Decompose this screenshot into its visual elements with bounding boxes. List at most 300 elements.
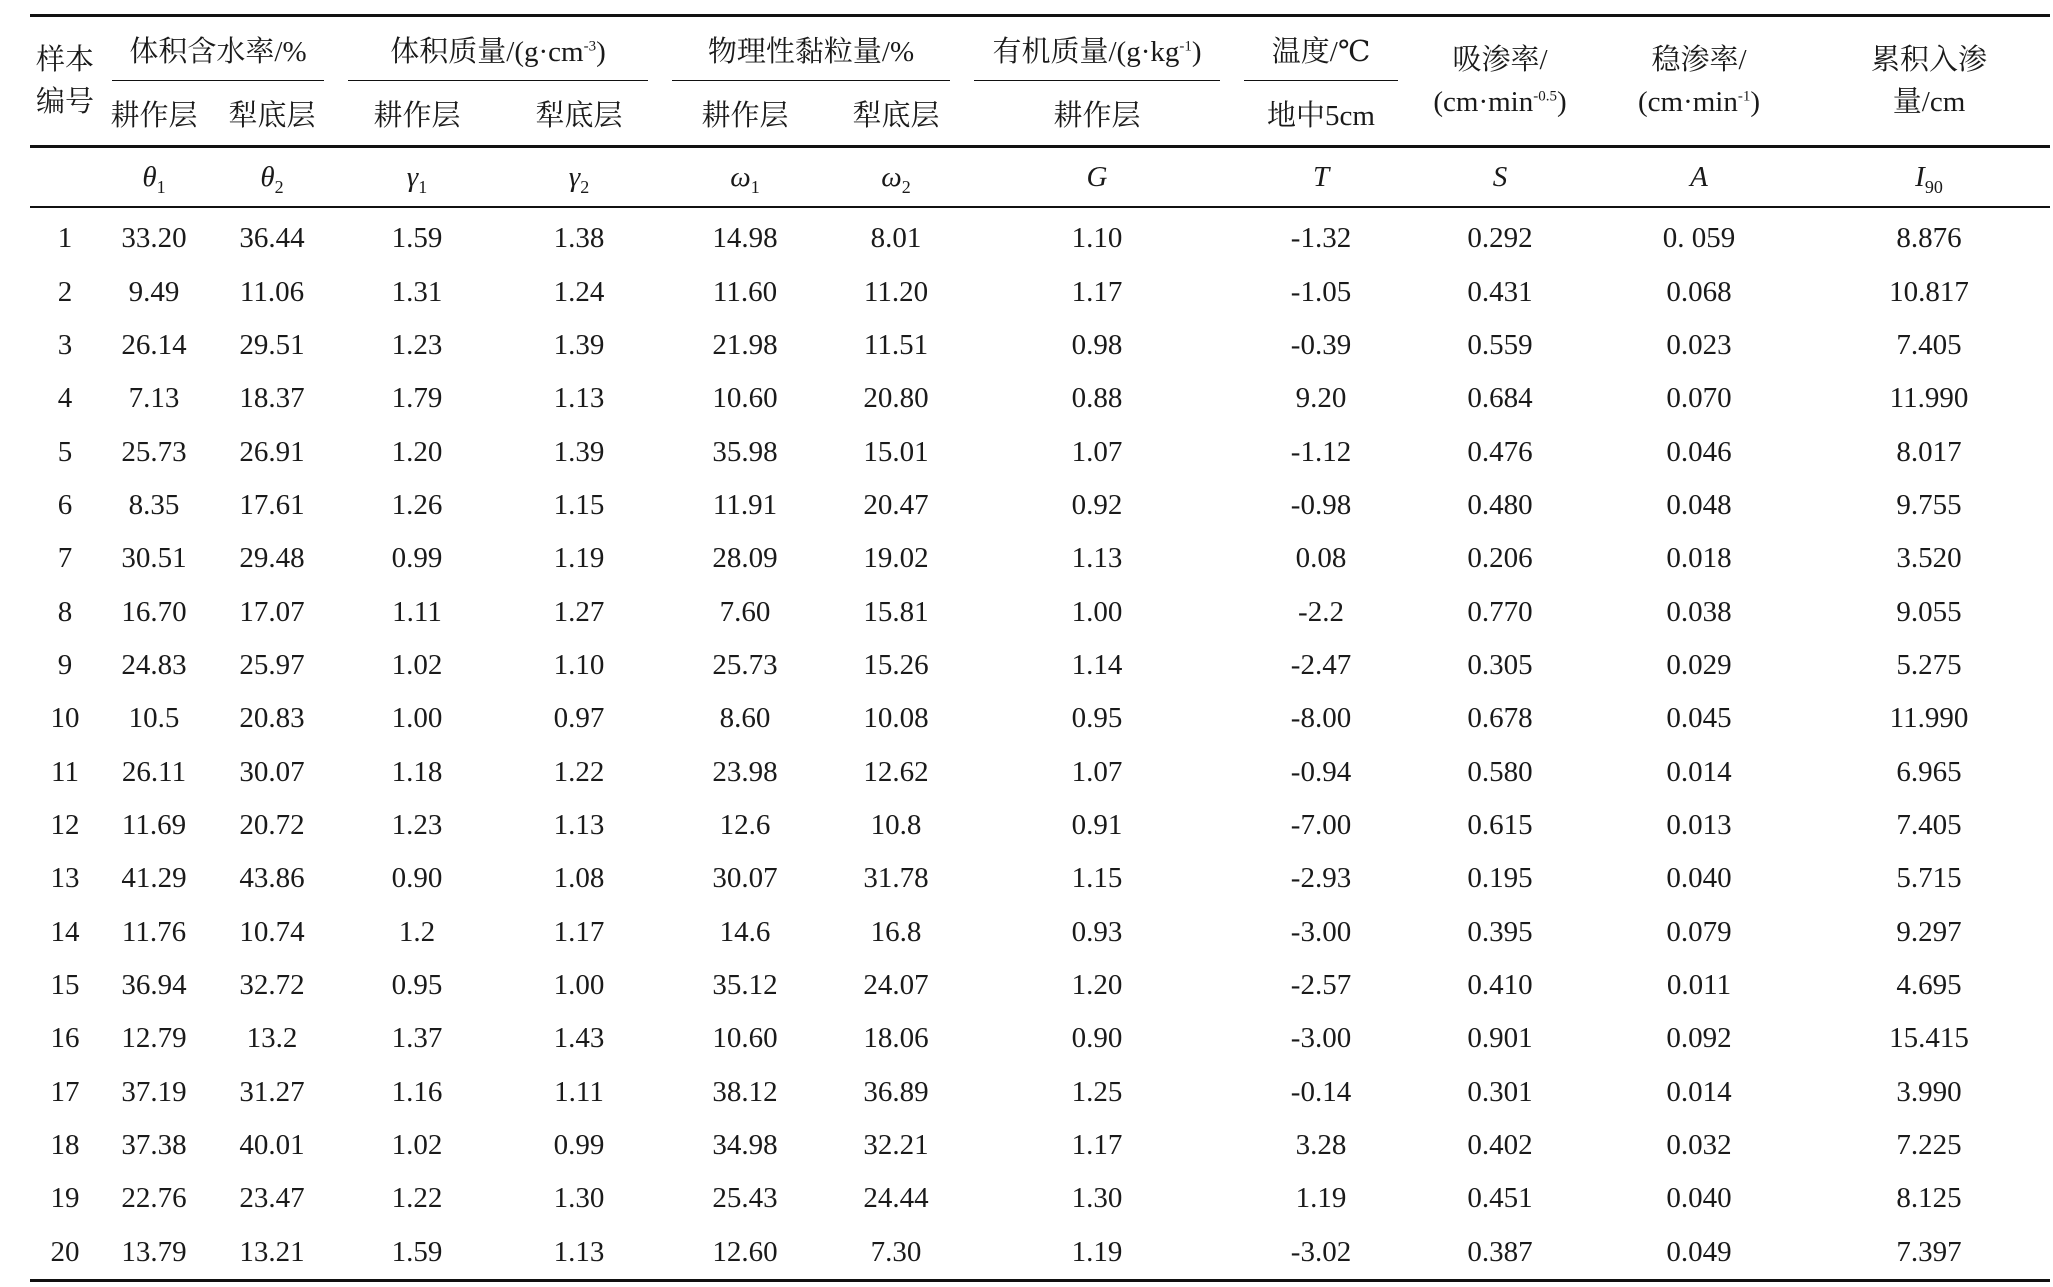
cell-omega1: 11.91 bbox=[712, 488, 778, 521]
cell-omega1: 25.73 bbox=[712, 648, 778, 681]
cell-temp-t: -0.94 bbox=[1290, 755, 1352, 788]
cell-temp-t: -0.98 bbox=[1290, 488, 1352, 521]
table-row bbox=[30, 692, 2050, 745]
cell-gamma1: 1.59 bbox=[391, 222, 443, 255]
cell-omega1: 38.12 bbox=[712, 1075, 778, 1108]
cell-temp-t: -3.00 bbox=[1290, 1022, 1352, 1055]
cell-stable-a: 0.029 bbox=[1666, 648, 1732, 681]
cell-theta2: 32.72 bbox=[239, 968, 305, 1001]
soil-infiltration-table bbox=[30, 14, 2050, 1282]
cell-omega1: 21.98 bbox=[712, 328, 778, 361]
symbol-gamma2-index: 2 bbox=[580, 176, 590, 197]
cell-gamma1: 1.11 bbox=[392, 595, 442, 628]
cell-omega2: 15.01 bbox=[863, 435, 929, 468]
cell-sample-no: 2 bbox=[57, 275, 73, 308]
table-row bbox=[30, 1012, 2050, 1065]
cell-cumulative-i90: 6.965 bbox=[1896, 755, 1962, 788]
cell-gamma1: 1.22 bbox=[391, 1182, 443, 1215]
cell-gamma2: 1.13 bbox=[553, 808, 605, 841]
cell-temp-t: -3.00 bbox=[1290, 915, 1352, 948]
cell-temp-t: -1.12 bbox=[1290, 435, 1352, 468]
cell-cumulative-i90: 7.225 bbox=[1896, 1129, 1962, 1162]
cell-theta1: 10.5 bbox=[128, 702, 180, 735]
header-bulk-density-suffix: ) bbox=[596, 35, 606, 68]
header-organic-exp: -1 bbox=[1179, 37, 1192, 54]
cell-theta1: 7.13 bbox=[128, 382, 180, 415]
symbol-gamma2 bbox=[498, 147, 660, 208]
symbol-i-letter: I bbox=[1915, 160, 1925, 193]
cell-cumulative-i90: 3.990 bbox=[1896, 1075, 1962, 1108]
cell-sample-no: 3 bbox=[57, 328, 73, 361]
cell-theta1: 12.79 bbox=[121, 1022, 187, 1055]
cell-temp-t: -3.02 bbox=[1232, 1226, 1410, 1281]
cell-gamma1: 1.26 bbox=[391, 488, 443, 521]
cell-sample-no: 10 bbox=[50, 702, 80, 735]
table-row bbox=[30, 745, 2050, 798]
cell-theta1: 26.11 bbox=[121, 755, 187, 788]
header-cumulative-line2: 量/cm bbox=[1892, 86, 1966, 118]
cell-theta2: 40.01 bbox=[239, 1129, 305, 1162]
cell-theta2: 30.07 bbox=[239, 755, 305, 788]
cell-omega2: 36.89 bbox=[863, 1075, 929, 1108]
cell-gamma2: 1.17 bbox=[553, 915, 605, 948]
cell-sample-no: 6 bbox=[57, 488, 73, 521]
symbol-omega2-letter: ω bbox=[881, 160, 902, 193]
cell-sorptivity-s: 0.678 bbox=[1467, 702, 1533, 735]
table-row bbox=[30, 265, 2050, 318]
cell-omega1: 35.98 bbox=[712, 435, 778, 468]
cell-sample-no: 17 bbox=[50, 1075, 80, 1108]
header-clay-content bbox=[660, 16, 962, 82]
cell-theta1: 25.73 bbox=[121, 435, 187, 468]
cell-gamma2: 1.00 bbox=[553, 968, 605, 1001]
cell-organic-g: 1.10 bbox=[1071, 222, 1123, 255]
cell-sample-no: 12 bbox=[50, 808, 80, 841]
header-density-tillage: 耕作层 bbox=[373, 99, 461, 132]
cell-sample-no: 18 bbox=[50, 1129, 80, 1162]
header-sorptivity bbox=[1410, 16, 1590, 147]
cell-theta2: 17.07 bbox=[239, 595, 305, 628]
table-row bbox=[30, 1119, 2050, 1172]
cell-temp-t: -2.93 bbox=[1290, 862, 1352, 895]
cell-stable-a: 0.079 bbox=[1666, 915, 1732, 948]
cell-theta2: 36.44 bbox=[239, 222, 305, 255]
cell-gamma2: 1.39 bbox=[553, 328, 605, 361]
cell-gamma2: 1.43 bbox=[553, 1022, 605, 1055]
cell-stable-a: 0.032 bbox=[1666, 1129, 1732, 1162]
cell-sorptivity-s: 0.292 bbox=[1467, 222, 1533, 255]
cell-stable-a: 0. 059 bbox=[1662, 222, 1736, 255]
cell-organic-g: 0.92 bbox=[1071, 488, 1123, 521]
symbol-omega1 bbox=[660, 147, 830, 208]
cell-gamma2: 1.08 bbox=[553, 862, 605, 895]
cell-sorptivity-s: 0.684 bbox=[1467, 382, 1533, 415]
cell-stable-a: 0.018 bbox=[1666, 542, 1732, 575]
cell-gamma1: 1.00 bbox=[391, 702, 443, 735]
cell-gamma2: 0.99 bbox=[553, 1129, 605, 1162]
cell-sample-no: 15 bbox=[50, 968, 80, 1001]
cell-cumulative-i90: 7.397 bbox=[1808, 1226, 2050, 1281]
symbol-omega2-index: 2 bbox=[901, 176, 911, 197]
cell-omega2: 7.30 bbox=[830, 1226, 962, 1281]
table-row bbox=[30, 532, 2050, 585]
symbol-gamma2-letter: γ bbox=[568, 160, 581, 193]
cell-cumulative-i90: 7.405 bbox=[1896, 328, 1962, 361]
cell-sorptivity-s: 0.387 bbox=[1410, 1226, 1590, 1281]
header-clay-content-label: 物理性黏粒量/% bbox=[707, 35, 915, 68]
cell-omega2: 15.81 bbox=[863, 595, 929, 628]
symbol-gamma1-letter: γ bbox=[406, 160, 419, 193]
header-stable-suffix: ) bbox=[1750, 86, 1761, 118]
cell-sorptivity-s: 0.580 bbox=[1467, 755, 1533, 788]
cell-gamma1: 1.31 bbox=[391, 275, 443, 308]
cell-sample-no: 16 bbox=[50, 1022, 80, 1055]
header-bulk-density-prefix: 体积质量/(g·cm bbox=[390, 35, 584, 68]
symbol-s: S bbox=[1492, 160, 1508, 193]
cell-temp-t: -1.32 bbox=[1290, 222, 1352, 255]
cell-sample-no: 8 bbox=[57, 595, 73, 628]
cell-gamma1: 1.20 bbox=[391, 435, 443, 468]
cell-gamma1: 0.99 bbox=[391, 542, 443, 575]
symbol-omega1-index: 1 bbox=[750, 176, 760, 197]
symbol-omega1-letter: ω bbox=[730, 160, 751, 193]
cell-temp-t: -2.57 bbox=[1290, 968, 1352, 1001]
cell-temp-t: 3.28 bbox=[1295, 1129, 1347, 1162]
header-row-symbols bbox=[30, 147, 2050, 208]
table-row bbox=[30, 319, 2050, 372]
header-stable-prefix: (cm·min bbox=[1638, 86, 1738, 118]
cell-organic-g: 1.00 bbox=[1071, 595, 1123, 628]
cell-stable-a: 0.040 bbox=[1666, 1182, 1732, 1215]
header-sorptivity-prefix: (cm·min bbox=[1433, 86, 1534, 118]
table-row bbox=[30, 425, 2050, 478]
cell-gamma1: 1.59 bbox=[336, 1226, 498, 1281]
header-bulk-density-exp: -3 bbox=[583, 37, 597, 54]
cell-gamma2: 1.13 bbox=[553, 382, 605, 415]
cell-sample-no: 5 bbox=[57, 435, 73, 468]
cell-organic-g: 1.25 bbox=[1071, 1075, 1123, 1108]
symbol-theta1 bbox=[100, 147, 208, 208]
header-temperature bbox=[1232, 16, 1410, 82]
cell-organic-g: 1.07 bbox=[1071, 435, 1123, 468]
cell-sample-no: 9 bbox=[57, 648, 73, 681]
cell-omega1: 23.98 bbox=[712, 755, 778, 788]
cell-gamma1: 1.23 bbox=[391, 328, 443, 361]
cell-sorptivity-s: 0.431 bbox=[1467, 275, 1533, 308]
header-bulk-density bbox=[336, 16, 660, 82]
cell-temp-t: -2.47 bbox=[1290, 648, 1352, 681]
cell-gamma2: 0.97 bbox=[553, 702, 605, 735]
symbol-i90 bbox=[1808, 147, 2050, 208]
cell-sample-no: 4 bbox=[57, 382, 73, 415]
cell-sorptivity-s: 0.559 bbox=[1467, 328, 1533, 361]
header-organic-suffix: ) bbox=[1191, 35, 1202, 68]
table-row bbox=[30, 959, 2050, 1012]
cell-theta1: 9.49 bbox=[128, 275, 180, 308]
cell-sorptivity-s: 0.615 bbox=[1467, 808, 1533, 841]
cell-theta1: 11.69 bbox=[121, 808, 187, 841]
cell-gamma2: 1.11 bbox=[554, 1075, 604, 1108]
header-temp-ground5: 地中5cm bbox=[1267, 99, 1375, 132]
cell-gamma2: 1.24 bbox=[553, 275, 605, 308]
cell-gamma2: 1.27 bbox=[553, 595, 605, 628]
cell-stable-a: 0.014 bbox=[1666, 1075, 1732, 1108]
header-cumulative bbox=[1808, 16, 2050, 147]
cell-stable-a: 0.092 bbox=[1666, 1022, 1732, 1055]
cell-gamma1: 1.23 bbox=[391, 808, 443, 841]
cell-theta2: 20.83 bbox=[239, 702, 305, 735]
table-row bbox=[30, 852, 2050, 905]
cell-gamma2: 1.10 bbox=[553, 648, 605, 681]
cell-gamma2: 1.19 bbox=[553, 542, 605, 575]
cell-theta2: 43.86 bbox=[239, 862, 305, 895]
cell-stable-a: 0.023 bbox=[1666, 328, 1732, 361]
cell-omega1: 35.12 bbox=[712, 968, 778, 1001]
cell-omega1: 12.60 bbox=[660, 1226, 830, 1281]
cell-theta1: 11.76 bbox=[121, 915, 187, 948]
cell-organic-g: 0.91 bbox=[1071, 808, 1123, 841]
cell-temp-t: 9.20 bbox=[1295, 382, 1347, 415]
header-cumulative-line1: 累积入渗 bbox=[1871, 44, 1988, 76]
header-sorptivity-exp: -0.5 bbox=[1533, 88, 1557, 105]
cell-omega2: 31.78 bbox=[863, 862, 929, 895]
cell-cumulative-i90: 3.520 bbox=[1896, 542, 1962, 575]
table-row bbox=[30, 372, 2050, 425]
cell-omega2: 15.26 bbox=[863, 648, 929, 681]
cell-theta1: 22.76 bbox=[121, 1182, 187, 1215]
symbol-gamma1-index: 1 bbox=[418, 176, 428, 197]
header-row-groups bbox=[30, 16, 2050, 82]
header-water-content bbox=[100, 16, 336, 82]
cell-sorptivity-s: 0.451 bbox=[1467, 1182, 1533, 1215]
cell-sorptivity-s: 0.195 bbox=[1467, 862, 1533, 895]
cell-sorptivity-s: 0.402 bbox=[1467, 1129, 1533, 1162]
cell-gamma2: 1.13 bbox=[498, 1226, 660, 1281]
symbol-blank bbox=[30, 147, 100, 208]
cell-sorptivity-s: 0.395 bbox=[1467, 915, 1533, 948]
cell-stable-a: 0.048 bbox=[1666, 488, 1732, 521]
cell-stable-a: 0.013 bbox=[1666, 808, 1732, 841]
cell-organic-g: 1.14 bbox=[1071, 648, 1123, 681]
cell-theta1: 37.38 bbox=[121, 1129, 187, 1162]
header-sample-no-line1: 样本 bbox=[35, 44, 94, 76]
cell-cumulative-i90: 5.275 bbox=[1896, 648, 1962, 681]
cell-cumulative-i90: 9.297 bbox=[1896, 915, 1962, 948]
header-clay-plowpan: 犁底层 bbox=[852, 99, 940, 132]
cell-sample-no: 7 bbox=[57, 542, 73, 575]
table-row bbox=[30, 207, 2050, 265]
cell-cumulative-i90: 4.695 bbox=[1896, 968, 1962, 1001]
cell-gamma1: 1.02 bbox=[391, 648, 443, 681]
cell-omega2: 16.8 bbox=[870, 915, 922, 948]
cell-sorptivity-s: 0.901 bbox=[1467, 1022, 1533, 1055]
cell-theta2: 17.61 bbox=[239, 488, 305, 521]
cell-organic-g: 1.19 bbox=[962, 1226, 1232, 1281]
header-water-tillage: 耕作层 bbox=[110, 99, 198, 132]
cell-theta1: 30.51 bbox=[121, 542, 187, 575]
cell-temp-t: -1.05 bbox=[1290, 275, 1352, 308]
symbol-theta2-letter: θ bbox=[260, 160, 275, 193]
cell-organic-g: 0.88 bbox=[1071, 382, 1123, 415]
cell-cumulative-i90: 8.017 bbox=[1896, 435, 1962, 468]
cell-cumulative-i90: 8.125 bbox=[1896, 1182, 1962, 1215]
cell-omega1: 25.43 bbox=[712, 1182, 778, 1215]
cell-theta2: 29.51 bbox=[239, 328, 305, 361]
cell-temp-t: -0.14 bbox=[1290, 1075, 1352, 1108]
cell-organic-g: 1.07 bbox=[1071, 755, 1123, 788]
header-stable-exp: -1 bbox=[1737, 88, 1751, 105]
cell-organic-g: 1.17 bbox=[1071, 1129, 1123, 1162]
cell-organic-g: 1.15 bbox=[1071, 862, 1123, 895]
table-row bbox=[30, 799, 2050, 852]
cell-stable-a: 0.068 bbox=[1666, 275, 1732, 308]
cell-sorptivity-s: 0.410 bbox=[1467, 968, 1533, 1001]
symbol-theta1-index: 1 bbox=[156, 176, 166, 197]
cell-omega1: 14.98 bbox=[712, 222, 778, 255]
cell-sample-no: 1 bbox=[57, 222, 73, 255]
cell-organic-g: 0.98 bbox=[1071, 328, 1123, 361]
cell-omega2: 11.20 bbox=[863, 275, 929, 308]
cell-omega2: 8.01 bbox=[870, 222, 922, 255]
cell-omega1: 12.6 bbox=[719, 808, 771, 841]
table-row bbox=[30, 639, 2050, 692]
cell-stable-a: 0.014 bbox=[1666, 755, 1732, 788]
cell-temp-t: 0.08 bbox=[1295, 542, 1347, 575]
cell-temp-t: -2.2 bbox=[1298, 595, 1344, 628]
cell-gamma1: 0.95 bbox=[391, 968, 443, 1001]
symbol-theta2 bbox=[208, 147, 336, 208]
cell-omega2: 11.51 bbox=[863, 328, 929, 361]
cell-cumulative-i90: 9.755 bbox=[1896, 488, 1962, 521]
cell-gamma1: 1.37 bbox=[391, 1022, 443, 1055]
cell-gamma2: 1.39 bbox=[553, 435, 605, 468]
cell-theta2: 31.27 bbox=[239, 1075, 305, 1108]
cell-omega2: 19.02 bbox=[863, 542, 929, 575]
cell-gamma1: 1.2 bbox=[398, 915, 436, 948]
cell-omega1: 10.60 bbox=[712, 382, 778, 415]
cell-cumulative-i90: 7.405 bbox=[1896, 808, 1962, 841]
cell-stable-a: 0.070 bbox=[1666, 382, 1732, 415]
cell-cumulative-i90: 11.990 bbox=[1889, 702, 1969, 735]
cell-cumulative-i90: 5.715 bbox=[1896, 862, 1962, 895]
header-sorptivity-suffix: ) bbox=[1556, 86, 1567, 118]
table-row bbox=[30, 1226, 2050, 1281]
header-stable-rate bbox=[1590, 16, 1808, 147]
cell-omega1: 28.09 bbox=[712, 542, 778, 575]
header-organic-prefix: 有机质量/(g·kg bbox=[992, 35, 1180, 68]
cell-gamma1: 1.79 bbox=[391, 382, 443, 415]
cell-theta2: 13.21 bbox=[208, 1226, 336, 1281]
symbol-i-index: 90 bbox=[1924, 176, 1943, 197]
cell-stable-a: 0.045 bbox=[1666, 702, 1732, 735]
cell-organic-g: 0.93 bbox=[1071, 915, 1123, 948]
cell-theta2: 25.97 bbox=[239, 648, 305, 681]
cell-theta1: 16.70 bbox=[121, 595, 187, 628]
cell-theta1: 24.83 bbox=[121, 648, 187, 681]
cell-cumulative-i90: 8.876 bbox=[1896, 222, 1962, 255]
cell-theta2: 20.72 bbox=[239, 808, 305, 841]
cell-sample-no: 20 bbox=[30, 1226, 100, 1281]
cell-theta2: 29.48 bbox=[239, 542, 305, 575]
cell-stable-a: 0.038 bbox=[1666, 595, 1732, 628]
cell-omega1: 11.60 bbox=[712, 275, 778, 308]
header-sorptivity-line1: 吸渗率/ bbox=[1452, 44, 1548, 76]
header-water-content-label: 体积含水率/% bbox=[129, 35, 307, 68]
cell-sorptivity-s: 0.770 bbox=[1467, 595, 1533, 628]
cell-gamma2: 1.22 bbox=[553, 755, 605, 788]
cell-theta2: 18.37 bbox=[239, 382, 305, 415]
symbol-omega2 bbox=[830, 147, 962, 208]
header-water-plowpan: 犁底层 bbox=[228, 99, 316, 132]
cell-cumulative-i90: 11.990 bbox=[1889, 382, 1969, 415]
cell-sample-no: 14 bbox=[50, 915, 80, 948]
header-organic-matter bbox=[962, 16, 1232, 82]
cell-theta1: 33.20 bbox=[121, 222, 187, 255]
cell-theta1: 8.35 bbox=[128, 488, 180, 521]
cell-organic-g: 0.90 bbox=[1071, 1022, 1123, 1055]
cell-cumulative-i90: 10.817 bbox=[1889, 275, 1969, 308]
cell-sample-no: 11 bbox=[51, 755, 79, 788]
cell-theta1: 36.94 bbox=[121, 968, 187, 1001]
cell-omega2: 10.08 bbox=[863, 702, 929, 735]
cell-stable-a: 0.046 bbox=[1666, 435, 1732, 468]
header-organic-tillage: 耕作层 bbox=[1053, 99, 1141, 132]
cell-omega1: 14.6 bbox=[719, 915, 771, 948]
cell-temp-t: -8.00 bbox=[1290, 702, 1352, 735]
cell-stable-a: 0.049 bbox=[1590, 1226, 1808, 1281]
cell-theta2: 26.91 bbox=[239, 435, 305, 468]
cell-gamma1: 1.02 bbox=[391, 1129, 443, 1162]
cell-stable-a: 0.011 bbox=[1666, 968, 1732, 1001]
cell-temp-t: 1.19 bbox=[1295, 1182, 1347, 1215]
symbol-a: A bbox=[1690, 160, 1708, 193]
cell-omega1: 10.60 bbox=[712, 1022, 778, 1055]
cell-omega2: 20.47 bbox=[863, 488, 929, 521]
cell-organic-g: 1.17 bbox=[1071, 275, 1123, 308]
cell-stable-a: 0.040 bbox=[1666, 862, 1732, 895]
cell-theta2: 23.47 bbox=[239, 1182, 305, 1215]
cell-cumulative-i90: 9.055 bbox=[1896, 595, 1962, 628]
header-sample-no bbox=[30, 16, 100, 147]
cell-omega2: 20.80 bbox=[863, 382, 929, 415]
cell-sorptivity-s: 0.301 bbox=[1467, 1075, 1533, 1108]
table-row bbox=[30, 1172, 2050, 1225]
cell-omega2: 24.07 bbox=[863, 968, 929, 1001]
cell-theta2: 11.06 bbox=[239, 275, 305, 308]
cell-theta1: 41.29 bbox=[121, 862, 187, 895]
cell-cumulative-i90: 15.415 bbox=[1889, 1022, 1969, 1055]
header-temperature-label: 温度/℃ bbox=[1271, 35, 1371, 68]
cell-sorptivity-s: 0.206 bbox=[1467, 542, 1533, 575]
cell-temp-t: -0.39 bbox=[1290, 328, 1352, 361]
table-row bbox=[30, 1066, 2050, 1119]
table-body bbox=[30, 207, 2050, 1280]
cell-theta2: 13.2 bbox=[246, 1022, 298, 1055]
cell-theta1: 37.19 bbox=[121, 1075, 187, 1108]
table-row bbox=[30, 585, 2050, 638]
cell-organic-g: 1.20 bbox=[1071, 968, 1123, 1001]
cell-organic-g: 1.13 bbox=[1071, 542, 1123, 575]
header-sample-no-line2: 编号 bbox=[35, 86, 94, 118]
cell-omega1: 8.60 bbox=[719, 702, 771, 735]
cell-sorptivity-s: 0.480 bbox=[1467, 488, 1533, 521]
header-clay-tillage: 耕作层 bbox=[701, 99, 789, 132]
cell-omega2: 10.8 bbox=[870, 808, 922, 841]
cell-organic-g: 0.95 bbox=[1071, 702, 1123, 735]
symbol-g: G bbox=[1086, 160, 1108, 193]
cell-gamma1: 1.16 bbox=[391, 1075, 443, 1108]
symbol-t: T bbox=[1312, 160, 1330, 193]
